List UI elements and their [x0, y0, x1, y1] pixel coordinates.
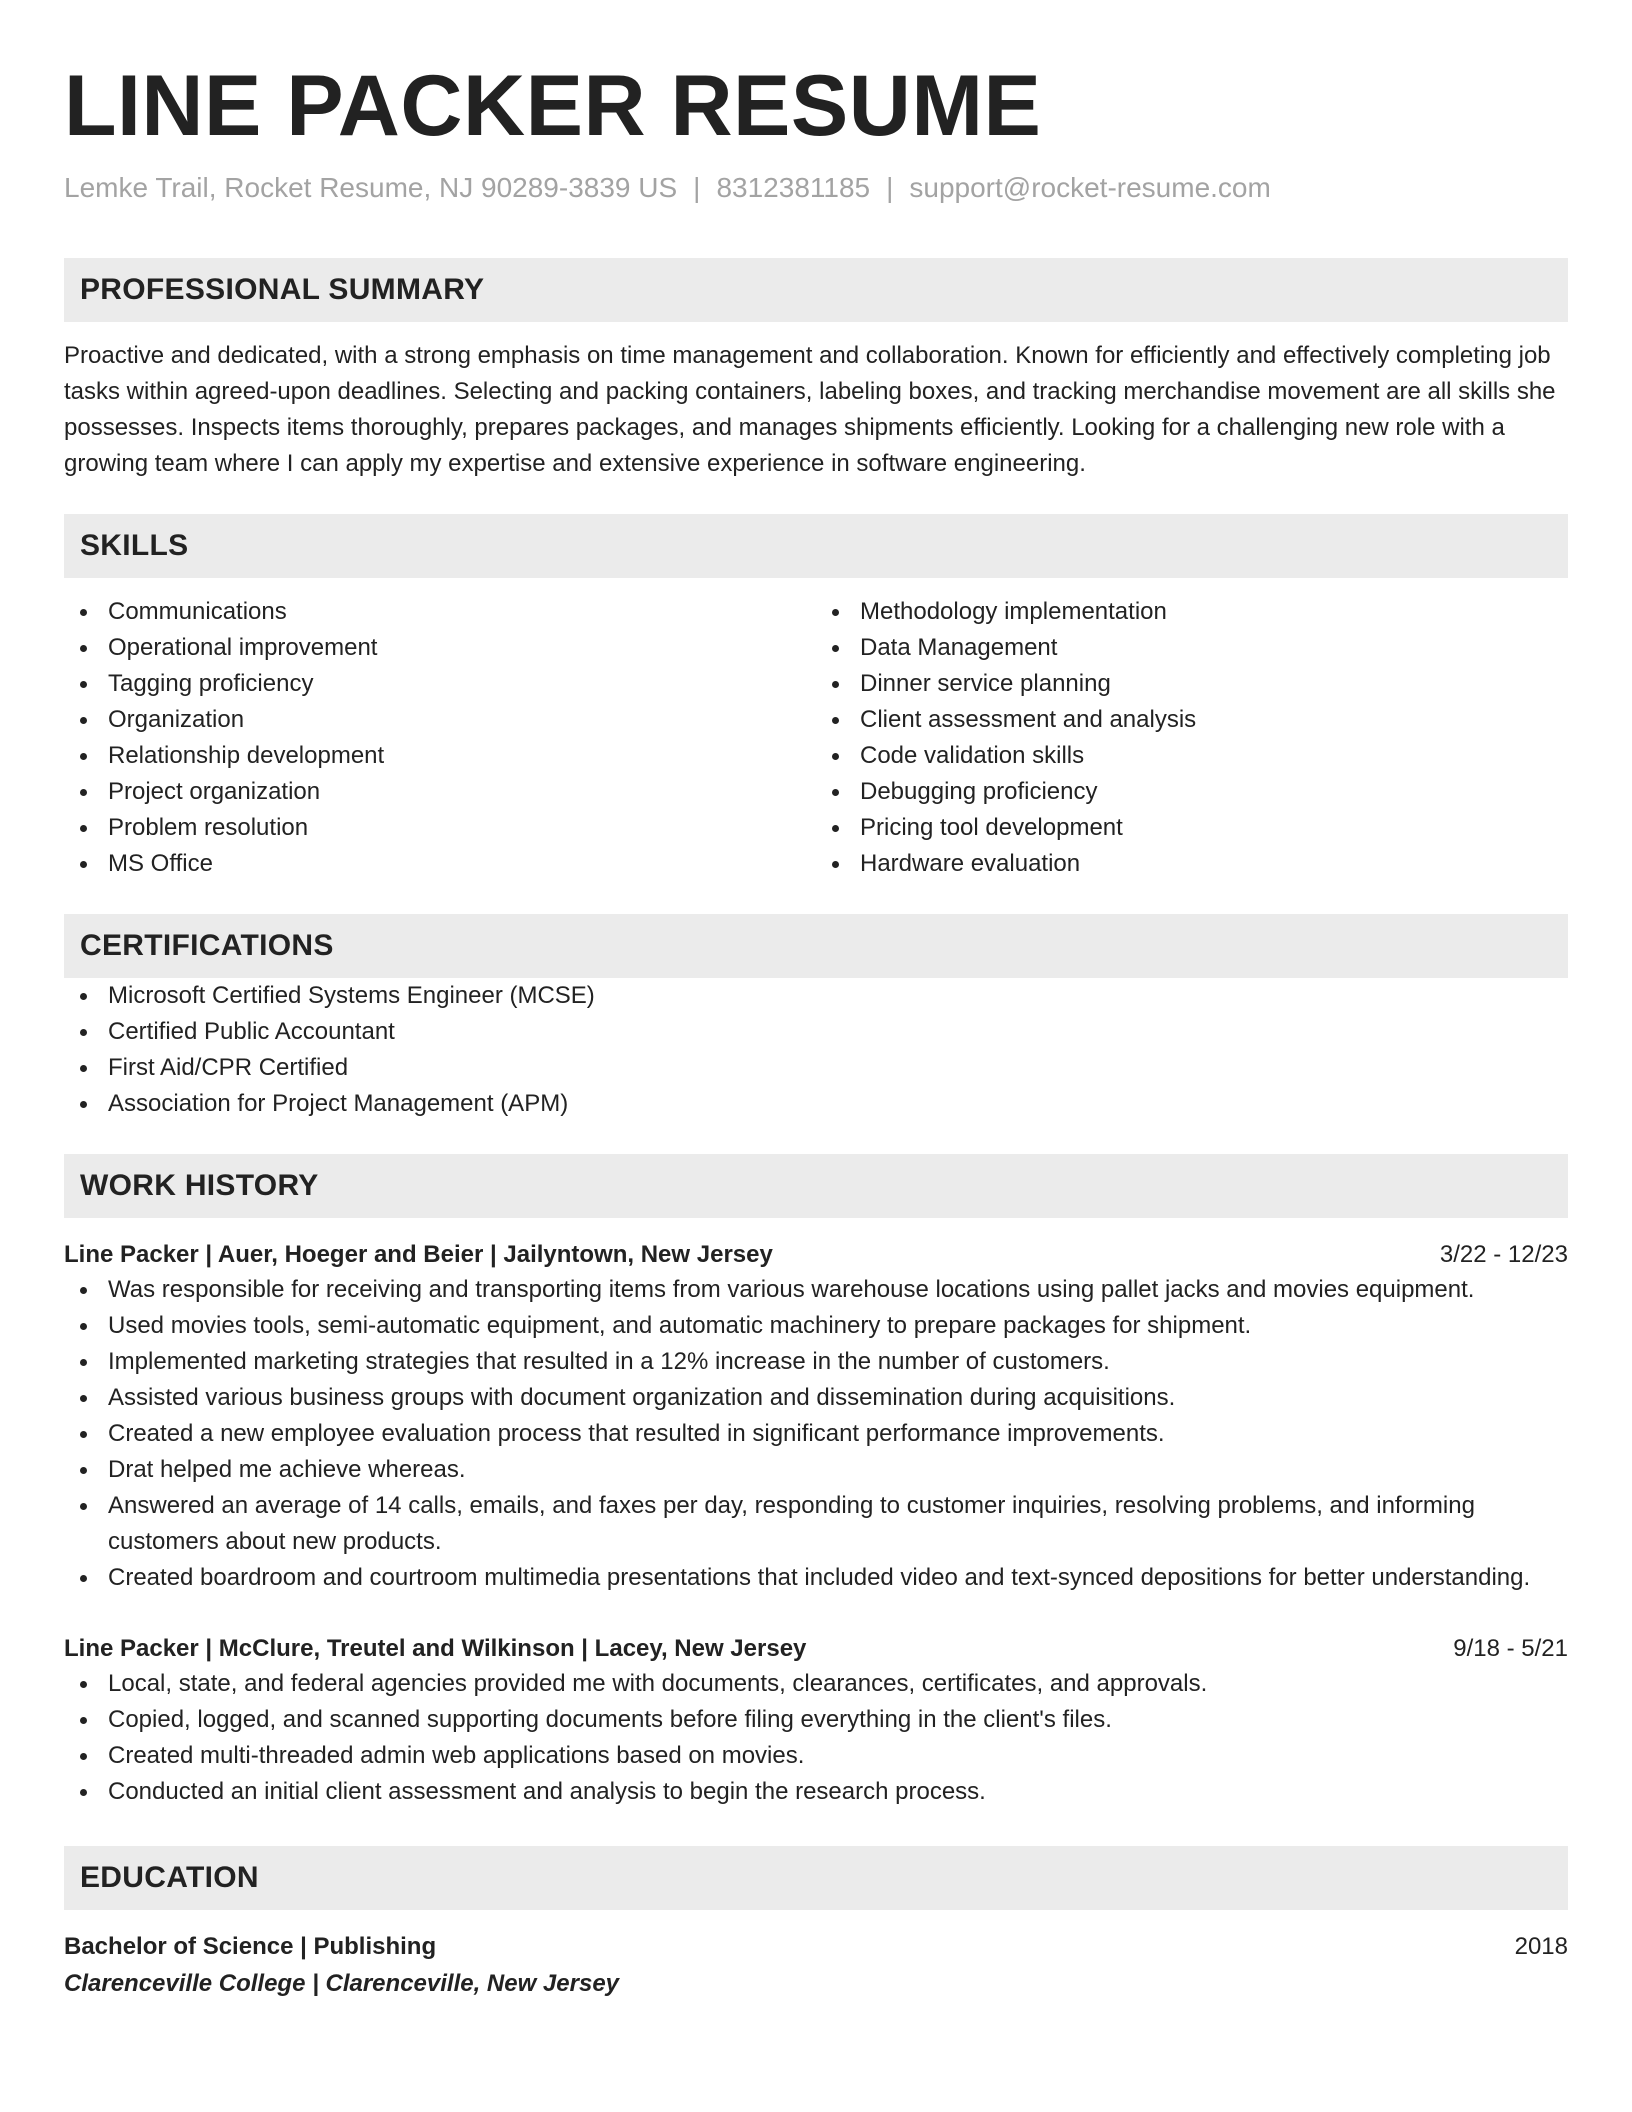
education-year: 2018 [1514, 1933, 1568, 1960]
job-duty-item: Answered an average of 14 calls, emails, and faxes per day, responding to customer inquiries, resolving problems, and informing customers about new products. [64, 1488, 1568, 1560]
skill-item: Debugging proficiency [816, 774, 1568, 810]
skills-list-left [64, 594, 816, 882]
section-heading-skills: SKILLS [64, 514, 1568, 578]
education-school: Clarenceville College | Clarenceville, New Jersey [64, 1970, 620, 1997]
certification-item: Association for Project Management (APM) [64, 1086, 1568, 1122]
job-dates: 9/18 - 5/21 [1453, 1635, 1568, 1662]
section-heading-certifications: CERTIFICATIONS [64, 914, 1568, 978]
job-duty-item: Used movies tools, semi-automatic equipment, and automatic machinery to prepare packages for shipment. [64, 1308, 1568, 1344]
skill-item: Data Management [816, 630, 1568, 666]
section-heading-work-history: WORK HISTORY [64, 1154, 1568, 1218]
job-duty-item: Created boardroom and courtroom multimedia presentations that included video and text-synced depositions for better understanding. [64, 1560, 1568, 1596]
certifications-list [64, 978, 1568, 1122]
skill-item: Dinner service planning [816, 666, 1568, 702]
skill-item: Methodology implementation [816, 594, 1568, 630]
job-duties-list [64, 1272, 1568, 1596]
skill-item: Client assessment and analysis [816, 702, 1568, 738]
skill-item: MS Office [64, 846, 816, 882]
job-entry [64, 1632, 1568, 1810]
summary-text: Proactive and dedicated, with a strong emphasis on time management and collaboration. Known for efficiently and effectively completing job tasks within agreed-upon deadlines. Selecting and packing containers, labeling boxes, and tracking merchandise movement are all skills she possesses. Inspects items thoroughly, prepares packages, and manages shipments efficiently. Looking for a challenging new role with a growing team where I can apply my expertise and extensive experience in software engineering. [64, 342, 1556, 477]
contact-line [64, 170, 1568, 206]
skills-columns [64, 594, 1568, 882]
section-heading-education: EDUCATION [64, 1846, 1568, 1910]
skill-item: Communications [64, 594, 816, 630]
skill-item: Code validation skills [816, 738, 1568, 774]
skills-list-right [816, 594, 1568, 882]
job-duty-item: Conducted an initial client assessment and analysis to begin the research process. [64, 1774, 1568, 1810]
certification-item: Microsoft Certified Systems Engineer (MCSE) [64, 978, 1568, 1014]
education-header [64, 1930, 1568, 1964]
job-duty-item: Was responsible for receiving and transporting items from various warehouse locations using pallet jacks and movies equipment. [64, 1272, 1568, 1308]
contact-separator: | [693, 172, 701, 203]
certification-item: First Aid/CPR Certified [64, 1050, 1568, 1086]
education-degree: Bachelor of Science | Publishing [64, 1933, 437, 1960]
job-dates: 3/22 - 12/23 [1439, 1241, 1568, 1268]
job-header [64, 1632, 1568, 1666]
contact-phone: 8312381185 [716, 172, 871, 203]
job-title: Line Packer | McClure, Treutel and Wilkinson | Lacey, New Jersey [64, 1635, 807, 1662]
job-entry [64, 1238, 1568, 1596]
job-duties-list [64, 1666, 1568, 1810]
skill-item: Tagging proficiency [64, 666, 816, 702]
job-duty-item: Copied, logged, and scanned supporting documents before filing everything in the client's files. [64, 1702, 1568, 1738]
skill-item: Operational improvement [64, 630, 816, 666]
job-duty-item: Implemented marketing strategies that resulted in a 12% increase in the number of customers. [64, 1344, 1568, 1380]
job-title: Line Packer | Auer, Hoeger and Beier | Jailyntown, New Jersey [64, 1241, 773, 1268]
contact-email: support@rocket-resume.com [909, 172, 1271, 203]
skill-item: Pricing tool development [816, 810, 1568, 846]
job-header [64, 1238, 1568, 1272]
skill-item: Project organization [64, 774, 816, 810]
job-duty-item: Created a new employee evaluation process that resulted in significant performance improvements. [64, 1416, 1568, 1452]
skill-item: Organization [64, 702, 816, 738]
resume-title: LINE PACKER RESUME [64, 58, 1042, 154]
contact-address: Lemke Trail, Rocket Resume, NJ 90289-3839 US [64, 172, 678, 203]
job-duty-item: Local, state, and federal agencies provided me with documents, clearances, certificates, and approvals. [64, 1666, 1568, 1702]
job-duty-item: Assisted various business groups with document organization and dissemination during acquisitions. [64, 1380, 1568, 1416]
skill-item: Problem resolution [64, 810, 816, 846]
education-entry [64, 1930, 1568, 2004]
job-duty-item: Drat helped me achieve whereas. [64, 1452, 1568, 1488]
skill-item: Hardware evaluation [816, 846, 1568, 882]
section-heading-summary: PROFESSIONAL SUMMARY [64, 258, 1568, 322]
job-duty-item: Created multi-threaded admin web applications based on movies. [64, 1738, 1568, 1774]
contact-separator: | [886, 172, 894, 203]
skill-item: Relationship development [64, 738, 816, 774]
certification-item: Certified Public Accountant [64, 1014, 1568, 1050]
